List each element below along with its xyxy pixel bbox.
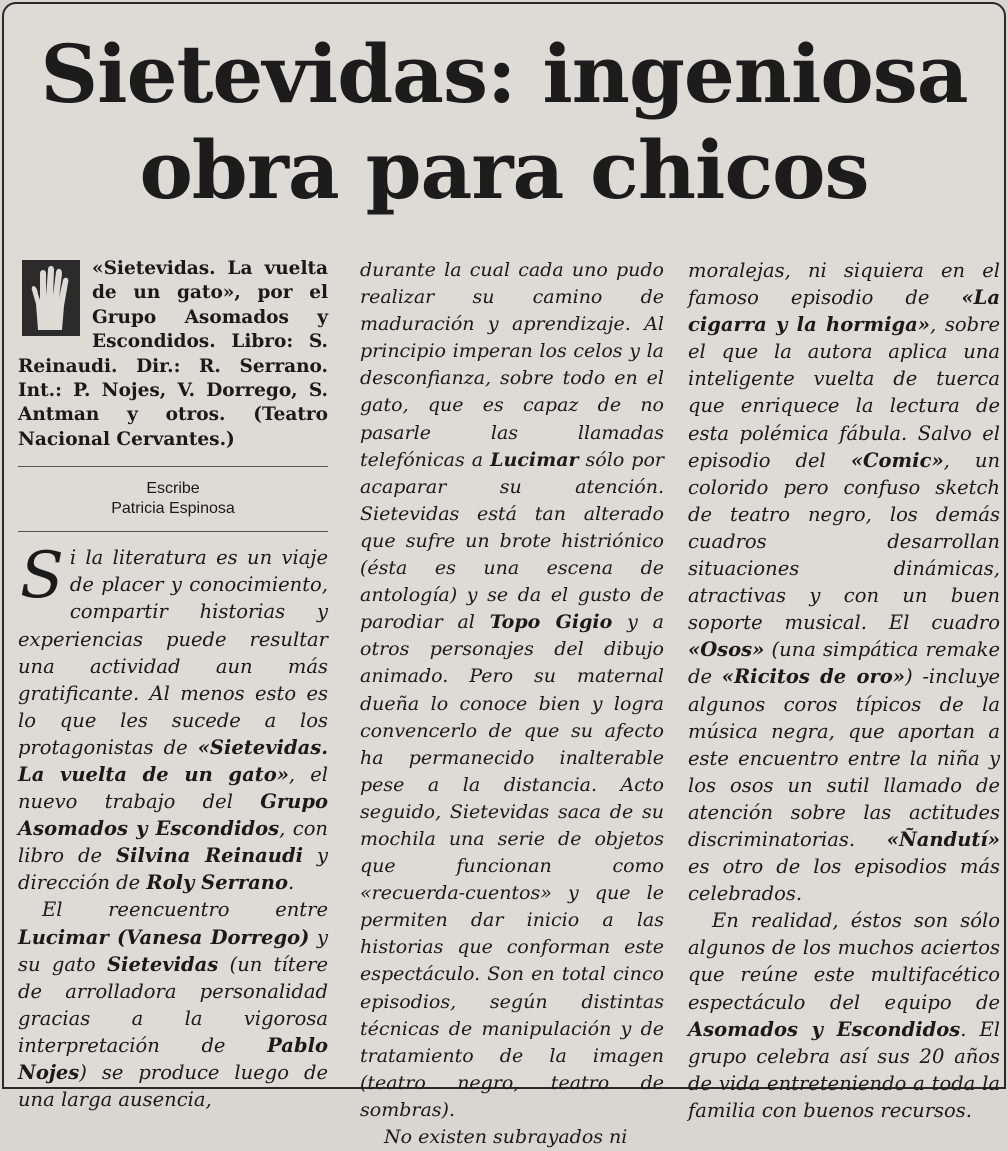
bold-text: Lucimar [490,448,579,471]
bold-text: Topo Gigio [489,611,613,634]
text-run: y su gato [18,925,328,976]
column-3 [688,257,1000,1124]
text-run: , con libro de [18,817,328,868]
bold-text: «Ricitos de oro» [721,665,905,689]
bold-text: Roly Serrano [146,871,288,895]
column-2 [360,257,664,1151]
divider [18,531,328,532]
text-run: El reencuentro entre [42,898,328,922]
text-run: y a otros personajes del dibujo animado. Pero su maternal dueña lo conoce bien y logra convencerlo de que su afecto ha permanecido inalterable pese a la distancia. Acto seguido, Sietevidas saca de su mochila una serie de objetos que funcionan como «recuerda-cuentos» y que le permiten dar inicio a las historias que conforman este espectáculo. Son en total cinco episodios, según distintas técnicas de manipulación y de tratamiento de la imagen (teatro negro, teatro de sombras). [360,611,665,1121]
text-run: , sobre el que la autora aplica una inteligente vuelta de tuerca que enriquece la lectura de esta polémica fábula. Salvo el episodio del [688,313,1000,472]
headline-line-2: obra para chicos [139,123,869,217]
byline-author: Patricia Espinosa [111,500,235,518]
paragraph [688,257,1000,907]
article-body-column-1 [18,539,329,1113]
bold-text: «Comic» [850,448,944,472]
text-run: , el nuevo trabajo del [18,763,328,814]
text-run: ) -incluye algunos coros típicos de la música negra, que aportan a este encuentro entre la niña y los osos un sutil llamado de atención sobre las actitudes discriminatorias. [688,665,1000,851]
text-run: sólo por acaparar su atención. Sietevidas está tan alterado que sufre un brote histriónico (ésta es una escena de antología) y se da el gusto de parodiar al [360,448,664,634]
column-1 [18,257,328,1113]
headline-line-1: Sietevidas: ingeniosa [40,27,968,121]
credits-box: «Sietevidas. La vuelta de un gato», por el Grupo Asomados y Escondidos. Libro: S. Reinaudi. Dir.: R. Serrano. Int.: P. Nojes, V. Dorrego, S. Antman y otros. (Teatro Nacional Cervantes.) [18,258,328,450]
text-run: (una simpática remake de [688,638,1000,689]
text-run: . [288,871,295,895]
bold-text: Sietevidas [106,952,219,976]
byline-label: Escribe [146,480,200,498]
text-run: (un títere de arrolladora personalidad gracias a la vigorosa interpretación de [18,952,328,1057]
paragraph [688,907,1000,1124]
drop-cap: S [20,539,64,614]
bold-text: Silvina Reinaudi [115,844,304,868]
paragraph [18,539,329,896]
text-run: y dirección de [18,844,329,895]
text-run: . El grupo celebra así sus 20 años de vida entreteniendo a toda la familia con buenos recursos. [688,1017,1000,1122]
bold-text: «Sietevidas. La vuelta de un gato» [18,735,328,786]
newspaper-clipping [2,2,1006,1148]
divider [18,466,328,467]
headline [14,26,994,218]
text-run: i la literatura es un viaje de placer y conocimiento, compartir historias y experiencias puede resultar una actividad aun más gratificante. Al menos esto es lo que les sucede a los protagonistas de [18,546,328,759]
hand-logo-icon [22,260,80,336]
bold-text: Grupo Asomados y Escondidos [18,790,328,841]
text-run: durante la cual cada uno pudo realizar su camino de maduración y aprendizaje. Al principio imperan los celos y la desconfianza, sobre todo en el gato, que es capaz de no pasarle las llamadas telefónicas a [360,259,664,471]
bold-text: «La cigarra y la hormiga» [688,286,1000,337]
bold-text: «Ñandutí» [886,827,1000,851]
bold-text: Lucimar (Vanesa Dorrego) [18,925,310,949]
text-run: moralejas, ni siquiera en el famoso episodio de [688,259,1000,310]
text-run: En realidad, éstos son sólo algunos de los muchos aciertos que reúne este multifacético espectáculo del equipo de [688,909,1000,1014]
paragraph [360,257,664,1124]
text-run: ) se produce luego de una larga ausencia, [18,1061,328,1112]
byline [18,479,328,519]
paragraph [360,1124,664,1151]
paragraph [18,896,328,1113]
text-run: es otro de los episodios más celebrados. [688,855,1000,906]
bold-text: Pablo Nojes [18,1033,328,1085]
bold-text: Asomados y Escondidos [688,1017,961,1041]
text-run: No existen subrayados ni [384,1126,628,1148]
text-run: , un colorido pero confuso sketch de teatro negro, los demás cuadros desarrollan situaciones dinámicas, atractivas y con un buen soporte musical. El cuadro [688,448,1000,635]
bold-text: «Osos» [688,638,765,662]
